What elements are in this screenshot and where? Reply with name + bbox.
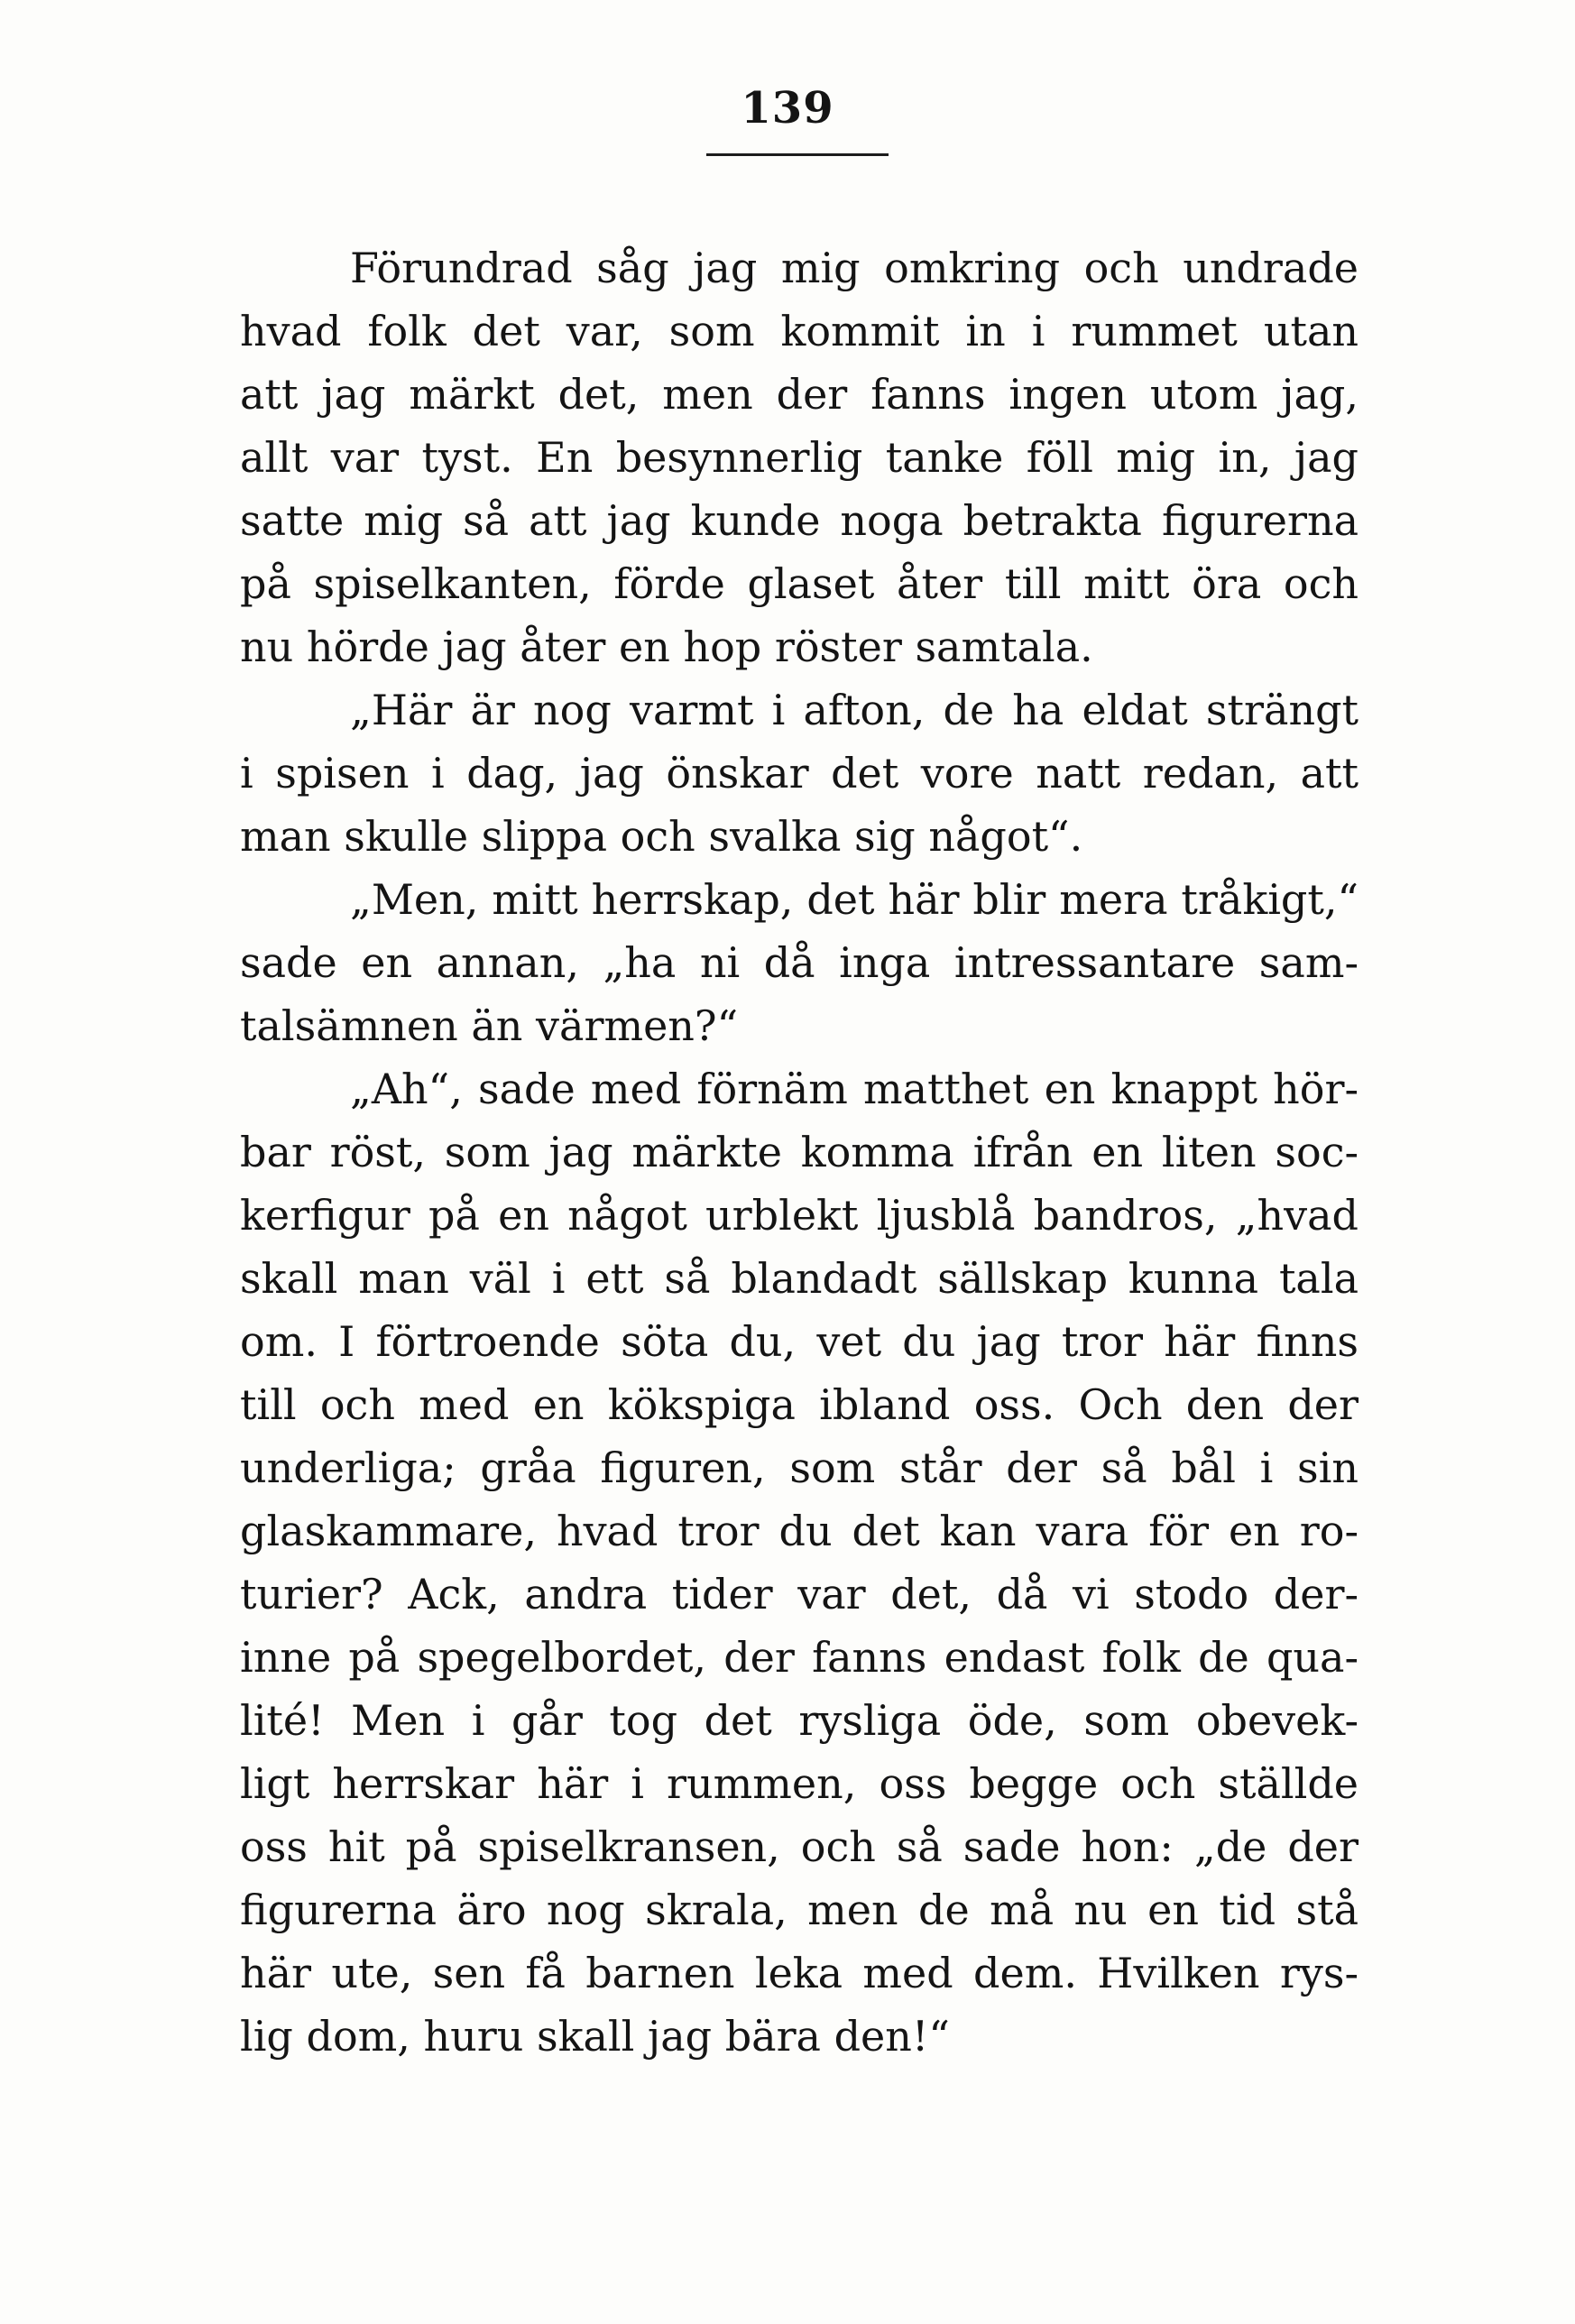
text-line: kerfigur på en något urblekt ljusblå bandros, „hvad (240, 1191, 1359, 1240)
text-line: att jag märkt det, men der fanns ingen utom jag, (240, 370, 1359, 419)
paragraph (240, 236, 1359, 678)
text-line: lig dom, huru skall jag bära den!“ (240, 2012, 950, 2061)
paragraph (240, 868, 1359, 1057)
text-line: allt var tyst. En besynnerlig tanke föll mig in, jag (240, 433, 1359, 482)
text-line: ligt herrskar här i rummen, oss begge och ställde (240, 1759, 1359, 1808)
text-line: bar röst, som jag märkte komma ifrån en liten soc- (240, 1128, 1359, 1176)
text-line: till och med en kökspiga ibland oss. Och den der (240, 1380, 1359, 1429)
text-line: inne på spegelbordet, der fanns endast folk de qua- (240, 1633, 1359, 1682)
paragraph (240, 678, 1359, 868)
text-line: oss hit på spiselkransen, och så sade hon: „de der (240, 1822, 1359, 1871)
text-line: Förundrad såg jag mig omkring och undrade (350, 244, 1359, 292)
paragraph (240, 1057, 1359, 2068)
page-number: 139 (741, 83, 834, 134)
text-line: på spiselkanten, förde glaset åter till mitt öra och (240, 559, 1359, 608)
body-text (240, 236, 1359, 2068)
text-line: underliga; gråa figuren, som står der så bål i sin (240, 1443, 1359, 1492)
text-line: figurerna äro nog skrala, men de må nu en tid stå (240, 1886, 1359, 1934)
text-line: „Ah“, sade med förnäm matthet en knappt hör- (350, 1065, 1359, 1113)
text-line: skall man väl i ett så blandadt sällskap kunna tala (240, 1254, 1359, 1303)
text-line: satte mig så att jag kunde noga betrakta figurerna (240, 496, 1359, 545)
text-line: lité! Men i går tog det rysliga öde, som obevek- (240, 1696, 1359, 1745)
header-rule (706, 153, 889, 156)
text-line: glaskammare, hvad tror du det kan vara för en ro- (240, 1507, 1359, 1555)
text-line: „Men, mitt herrskap, det här blir mera tråkigt,“ (350, 875, 1359, 924)
text-line: „Här är nog varmt i afton, de ha eldat strängt (350, 686, 1359, 734)
text-line: talsämnen än värmen?“ (240, 1001, 739, 1050)
text-line: turier? Ack, andra tider var det, då vi stodo der- (240, 1570, 1359, 1618)
text-line: här ute, sen få barnen leka med dem. Hvilken rys- (240, 1949, 1359, 1997)
text-line: man skulle slippa och svalka sig något“. (240, 812, 1083, 861)
text-line: nu hörde jag åter en hop röster samtala. (240, 622, 1093, 671)
text-line: om. I förtroende söta du, vet du jag tror här finns (240, 1317, 1359, 1366)
text-line: i spisen i dag, jag önskar det vore natt redan, att (240, 749, 1359, 798)
text-line: hvad folk det var, som kommit in i rummet utan (240, 307, 1359, 355)
text-line: sade en annan, „ha ni då inga intressantare sam- (240, 938, 1359, 987)
